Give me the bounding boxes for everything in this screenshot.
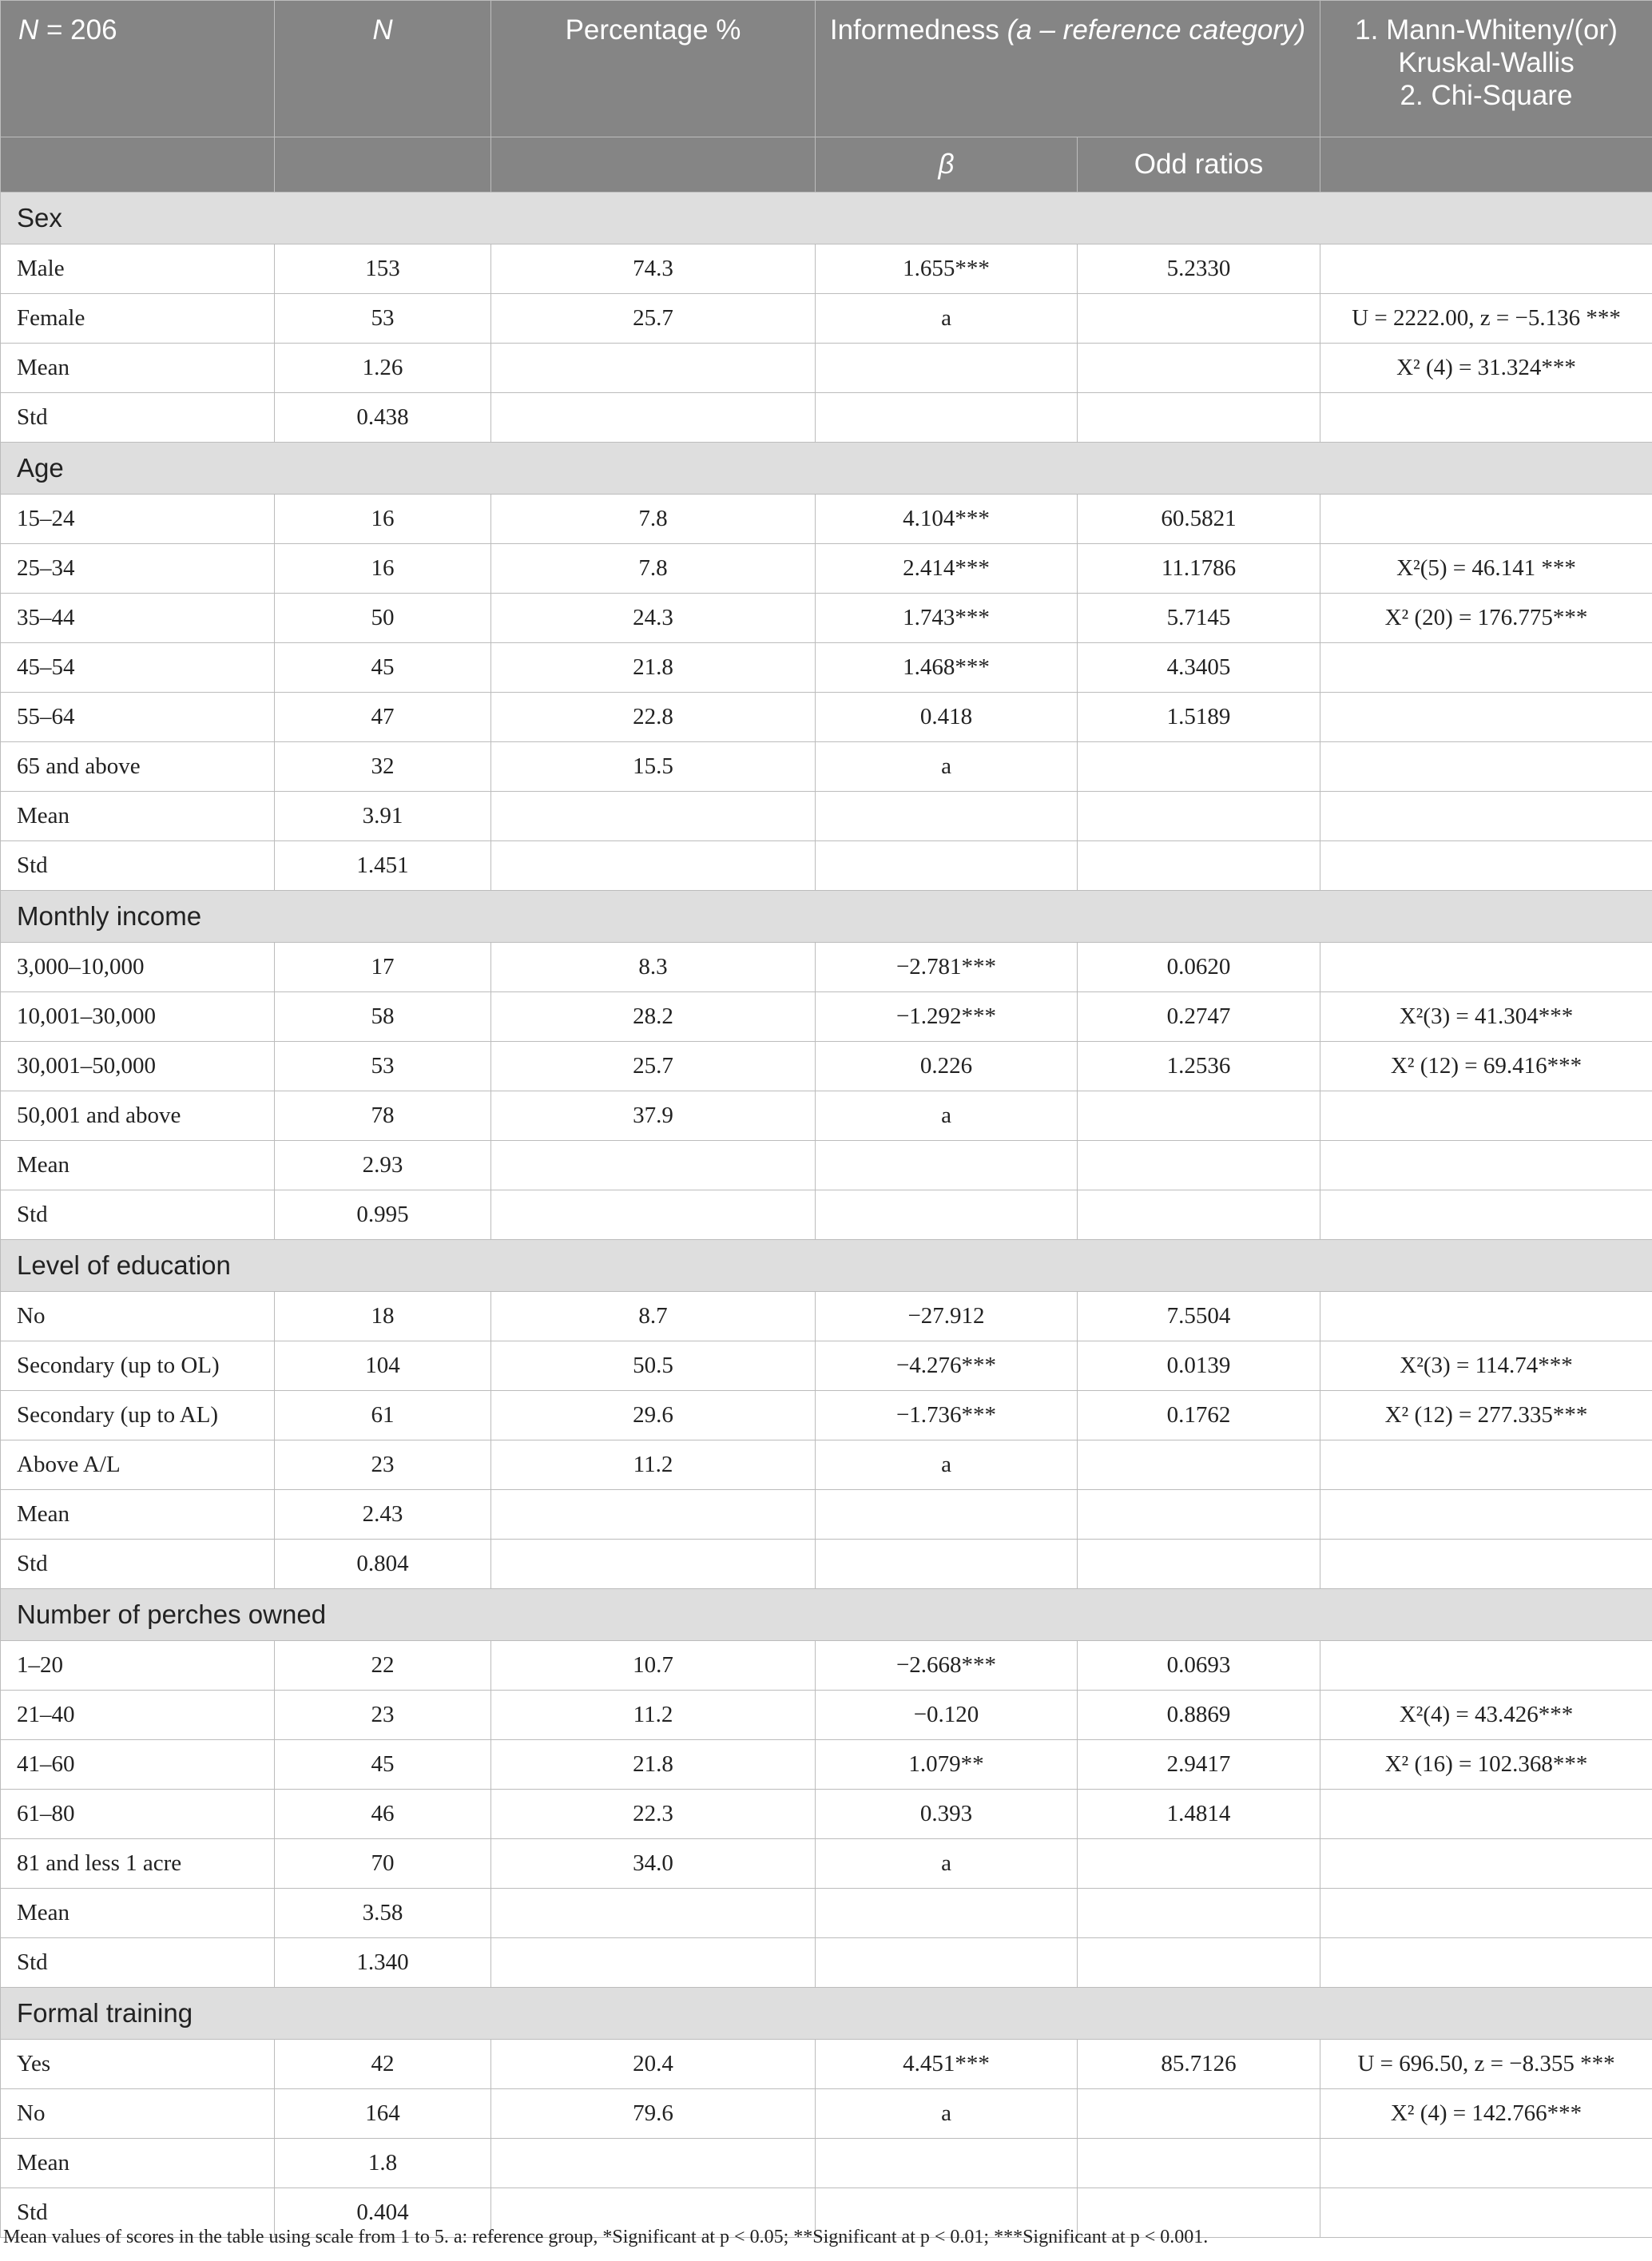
header-n: N (275, 1, 491, 137)
cell-percentage: 37.9 (491, 1091, 816, 1141)
row-label: 81 and less 1 acre (1, 1839, 275, 1889)
subheader-beta: β (816, 137, 1078, 193)
table-row (1, 2089, 1652, 2139)
cell-odds-ratio: 85.7126 (1078, 2040, 1320, 2089)
cell-n: 42 (275, 2040, 491, 2089)
table-row (1, 643, 1652, 693)
cell-n: 0.995 (275, 1190, 491, 1240)
cell-beta: 1.655*** (816, 244, 1078, 294)
cell-beta (816, 1190, 1078, 1240)
cell-test-statistic: X²(4) = 43.426*** (1320, 1691, 1652, 1740)
table-row (1, 344, 1652, 393)
table-row (1, 1091, 1652, 1141)
table-row (1, 294, 1652, 344)
cell-percentage: 8.3 (491, 943, 816, 992)
cell-percentage (491, 792, 816, 841)
cell-test-statistic (1320, 1839, 1652, 1889)
row-label: 3,000–10,000 (1, 943, 275, 992)
row-label: 10,001–30,000 (1, 992, 275, 1042)
cell-odds-ratio: 1.2536 (1078, 1042, 1320, 1091)
cell-percentage (491, 1540, 816, 1589)
table-footnote: Mean values of scores in the table using scale from 1 to 5. a: reference group, *Significant at p < 0.05; **Significant at p < 0.01; ***Significant at p < 0.001. (3, 2227, 1209, 2247)
table-row (1, 1889, 1652, 1938)
cell-test-statistic (1320, 2188, 1652, 2238)
table-row (1, 992, 1652, 1042)
row-label: Std (1, 841, 275, 891)
cell-percentage (491, 1889, 816, 1938)
cell-test-statistic: X² (4) = 142.766*** (1320, 2089, 1652, 2139)
section-header-row (1, 1589, 1652, 1641)
row-label: Mean (1, 792, 275, 841)
cell-odds-ratio: 1.4814 (1078, 1790, 1320, 1839)
cell-odds-ratio: 5.2330 (1078, 244, 1320, 294)
cell-test-statistic (1320, 495, 1652, 544)
cell-odds-ratio (1078, 841, 1320, 891)
row-label: 35–44 (1, 594, 275, 643)
cell-test-statistic (1320, 1790, 1652, 1839)
row-label: Mean (1, 1490, 275, 1540)
cell-odds-ratio (1078, 1490, 1320, 1540)
cell-test-statistic (1320, 1540, 1652, 1589)
cell-odds-ratio (1078, 1440, 1320, 1490)
cell-percentage (491, 1141, 816, 1190)
cell-test-statistic: X² (12) = 277.335*** (1320, 1391, 1652, 1440)
row-label: Std (1, 2188, 275, 2238)
row-label: Secondary (up to AL) (1, 1391, 275, 1440)
cell-odds-ratio: 0.2747 (1078, 992, 1320, 1042)
cell-n: 0.438 (275, 393, 491, 443)
cell-odds-ratio (1078, 742, 1320, 792)
cell-odds-ratio: 60.5821 (1078, 495, 1320, 544)
cell-n: 32 (275, 742, 491, 792)
header-tests: 1. Mann-Whiteny/(or) Kruskal-Wallis 2. Chi-Square (1320, 1, 1652, 137)
cell-n: 50 (275, 594, 491, 643)
row-label: 55–64 (1, 693, 275, 742)
table-body (1, 193, 1652, 2238)
cell-test-statistic (1320, 943, 1652, 992)
cell-odds-ratio: 0.0620 (1078, 943, 1320, 992)
section-title: Monthly income (1, 891, 1652, 943)
cell-n: 104 (275, 1341, 491, 1391)
cell-test-statistic (1320, 1889, 1652, 1938)
cell-odds-ratio (1078, 344, 1320, 393)
cell-percentage: 11.2 (491, 1440, 816, 1490)
cell-beta: a (816, 2089, 1078, 2139)
cell-percentage (491, 344, 816, 393)
row-label: 21–40 (1, 1691, 275, 1740)
cell-percentage (491, 1490, 816, 1540)
cell-beta: a (816, 294, 1078, 344)
cell-percentage: 22.3 (491, 1790, 816, 1839)
cell-odds-ratio (1078, 2139, 1320, 2188)
cell-odds-ratio: 0.1762 (1078, 1391, 1320, 1440)
cell-odds-ratio: 11.1786 (1078, 544, 1320, 594)
table-row (1, 1540, 1652, 1589)
cell-n: 23 (275, 1440, 491, 1490)
cell-percentage (491, 393, 816, 443)
cell-percentage: 15.5 (491, 742, 816, 792)
row-label: Male (1, 244, 275, 294)
cell-beta: −1.736*** (816, 1391, 1078, 1440)
cell-percentage: 29.6 (491, 1391, 816, 1440)
cell-test-statistic (1320, 792, 1652, 841)
cell-odds-ratio (1078, 1540, 1320, 1589)
cell-beta: 1.079** (816, 1740, 1078, 1790)
cell-percentage (491, 1938, 816, 1988)
cell-test-statistic: X² (20) = 176.775*** (1320, 594, 1652, 643)
cell-test-statistic: X²(5) = 46.141 *** (1320, 544, 1652, 594)
cell-beta: a (816, 1839, 1078, 1889)
cell-odds-ratio (1078, 1889, 1320, 1938)
cell-percentage (491, 841, 816, 891)
cell-test-statistic (1320, 393, 1652, 443)
row-label: Mean (1, 2139, 275, 2188)
cell-odds-ratio (1078, 1938, 1320, 1988)
cell-n: 78 (275, 1091, 491, 1141)
cell-odds-ratio (1078, 792, 1320, 841)
cell-beta (816, 841, 1078, 891)
cell-beta: 2.414*** (816, 544, 1078, 594)
row-label: 45–54 (1, 643, 275, 693)
subheader-row (1, 137, 1652, 193)
cell-percentage: 25.7 (491, 294, 816, 344)
subheader-empty (1320, 137, 1652, 193)
cell-n: 47 (275, 693, 491, 742)
cell-odds-ratio (1078, 1190, 1320, 1240)
table-row (1, 2139, 1652, 2188)
cell-n: 164 (275, 2089, 491, 2139)
cell-beta: 4.104*** (816, 495, 1078, 544)
cell-beta: 0.393 (816, 1790, 1078, 1839)
cell-n: 3.58 (275, 1889, 491, 1938)
cell-test-statistic (1320, 742, 1652, 792)
table-row (1, 792, 1652, 841)
cell-test-statistic: U = 2222.00, z = −5.136 *** (1320, 294, 1652, 344)
cell-percentage: 7.8 (491, 495, 816, 544)
cell-test-statistic: U = 696.50, z = −8.355 *** (1320, 2040, 1652, 2089)
cell-test-statistic (1320, 693, 1652, 742)
table-header (1, 1, 1652, 193)
cell-n: 23 (275, 1691, 491, 1740)
row-label: Secondary (up to OL) (1, 1341, 275, 1391)
cell-n: 0.404 (275, 2188, 491, 2238)
cell-percentage: 8.7 (491, 1292, 816, 1341)
row-label: Mean (1, 344, 275, 393)
subheader-odds-ratios: Odd ratios (1078, 137, 1320, 193)
table-row (1, 943, 1652, 992)
cell-n: 53 (275, 294, 491, 344)
table-row (1, 1391, 1652, 1440)
cell-odds-ratio (1078, 294, 1320, 344)
header-percentage: Percentage % (491, 1, 816, 137)
cell-test-statistic: X² (16) = 102.368*** (1320, 1740, 1652, 1790)
cell-test-statistic (1320, 1490, 1652, 1540)
row-label: Yes (1, 2040, 275, 2089)
cell-test-statistic (1320, 1440, 1652, 1490)
row-label: 50,001 and above (1, 1091, 275, 1141)
cell-n: 53 (275, 1042, 491, 1091)
table-row (1, 1341, 1652, 1391)
cell-percentage: 34.0 (491, 1839, 816, 1889)
section-title: Formal training (1, 1988, 1652, 2040)
cell-odds-ratio (1078, 1141, 1320, 1190)
cell-test-statistic (1320, 1141, 1652, 1190)
subheader-empty (275, 137, 491, 193)
subheader-empty (1, 137, 275, 193)
cell-beta: 0.418 (816, 693, 1078, 742)
row-label: 61–80 (1, 1790, 275, 1839)
cell-odds-ratio: 5.7145 (1078, 594, 1320, 643)
table-row (1, 244, 1652, 294)
cell-n: 58 (275, 992, 491, 1042)
table-row (1, 841, 1652, 891)
cell-beta (816, 1540, 1078, 1589)
cell-n: 1.451 (275, 841, 491, 891)
table-row (1, 1190, 1652, 1240)
cell-percentage: 7.8 (491, 544, 816, 594)
cell-test-statistic (1320, 1190, 1652, 1240)
cell-percentage: 21.8 (491, 1740, 816, 1790)
cell-percentage: 50.5 (491, 1341, 816, 1391)
section-header-row (1, 193, 1652, 244)
table-row (1, 1839, 1652, 1889)
cell-beta: 4.451*** (816, 2040, 1078, 2089)
cell-beta: −4.276*** (816, 1341, 1078, 1391)
cell-beta (816, 2139, 1078, 2188)
cell-percentage (491, 2139, 816, 2188)
cell-n: 2.93 (275, 1141, 491, 1190)
cell-percentage: 74.3 (491, 244, 816, 294)
cell-odds-ratio: 0.0139 (1078, 1341, 1320, 1391)
cell-beta (816, 1141, 1078, 1190)
row-label: 25–34 (1, 544, 275, 594)
row-label: No (1, 2089, 275, 2139)
cell-beta (816, 1490, 1078, 1540)
table-row (1, 495, 1652, 544)
cell-beta: −27.912 (816, 1292, 1078, 1341)
cell-beta: 1.468*** (816, 643, 1078, 693)
table-row (1, 1641, 1652, 1691)
cell-test-statistic (1320, 244, 1652, 294)
table-row (1, 1691, 1652, 1740)
table-row (1, 1790, 1652, 1839)
cell-test-statistic (1320, 1091, 1652, 1141)
cell-beta: a (816, 1440, 1078, 1490)
cell-percentage: 28.2 (491, 992, 816, 1042)
cell-n: 0.804 (275, 1540, 491, 1589)
cell-test-statistic (1320, 2139, 1652, 2188)
cell-percentage: 25.7 (491, 1042, 816, 1091)
cell-test-statistic: X² (12) = 69.416*** (1320, 1042, 1652, 1091)
table-row (1, 594, 1652, 643)
cell-odds-ratio: 1.5189 (1078, 693, 1320, 742)
table-row (1, 544, 1652, 594)
section-header-row (1, 1240, 1652, 1292)
cell-odds-ratio: 4.3405 (1078, 643, 1320, 693)
row-label: 1–20 (1, 1641, 275, 1691)
cell-n: 1.26 (275, 344, 491, 393)
cell-n: 45 (275, 643, 491, 693)
table-row (1, 693, 1652, 742)
cell-percentage: 11.2 (491, 1691, 816, 1740)
header-sample-size: N = 206 (1, 1, 275, 137)
cell-n: 153 (275, 244, 491, 294)
cell-beta: −1.292*** (816, 992, 1078, 1042)
row-label: Mean (1, 1889, 275, 1938)
table-row (1, 1141, 1652, 1190)
table-row (1, 1292, 1652, 1341)
cell-percentage: 10.7 (491, 1641, 816, 1691)
cell-test-statistic (1320, 1938, 1652, 1988)
cell-beta: a (816, 742, 1078, 792)
cell-n: 18 (275, 1292, 491, 1341)
cell-odds-ratio: 0.0693 (1078, 1641, 1320, 1691)
cell-n: 16 (275, 495, 491, 544)
cell-beta: −2.668*** (816, 1641, 1078, 1691)
cell-n: 1.8 (275, 2139, 491, 2188)
cell-beta: a (816, 1091, 1078, 1141)
table-row (1, 1490, 1652, 1540)
cell-beta (816, 1938, 1078, 1988)
row-label: 65 and above (1, 742, 275, 792)
row-label: Female (1, 294, 275, 344)
table-row (1, 2040, 1652, 2089)
section-header-row (1, 443, 1652, 495)
section-header-row (1, 1988, 1652, 2040)
cell-odds-ratio: 7.5504 (1078, 1292, 1320, 1341)
header-informedness: Informedness (a – reference category) (816, 1, 1320, 137)
cell-test-statistic: X²(3) = 114.74*** (1320, 1341, 1652, 1391)
cell-n: 70 (275, 1839, 491, 1889)
row-label: 30,001–50,000 (1, 1042, 275, 1091)
cell-test-statistic (1320, 1641, 1652, 1691)
cell-n: 16 (275, 544, 491, 594)
cell-beta: −0.120 (816, 1691, 1078, 1740)
row-label: Std (1, 1540, 275, 1589)
cell-beta (816, 344, 1078, 393)
row-label: Std (1, 393, 275, 443)
table-row (1, 1938, 1652, 1988)
section-title: Level of education (1, 1240, 1652, 1292)
cell-percentage (491, 1190, 816, 1240)
cell-percentage: 21.8 (491, 643, 816, 693)
cell-beta: −2.781*** (816, 943, 1078, 992)
section-header-row (1, 891, 1652, 943)
cell-n: 1.340 (275, 1938, 491, 1988)
cell-test-statistic (1320, 643, 1652, 693)
cell-percentage: 79.6 (491, 2089, 816, 2139)
row-label: 15–24 (1, 495, 275, 544)
cell-beta: 1.743*** (816, 594, 1078, 643)
cell-percentage: 22.8 (491, 693, 816, 742)
table-row (1, 1042, 1652, 1091)
cell-beta (816, 1889, 1078, 1938)
cell-n: 22 (275, 1641, 491, 1691)
table-row (1, 1440, 1652, 1490)
row-label: 41–60 (1, 1740, 275, 1790)
row-label: Std (1, 1190, 275, 1240)
cell-test-statistic (1320, 1292, 1652, 1341)
table-row (1, 742, 1652, 792)
cell-n: 17 (275, 943, 491, 992)
row-label: Above A/L (1, 1440, 275, 1490)
cell-percentage: 20.4 (491, 2040, 816, 2089)
cell-odds-ratio (1078, 1839, 1320, 1889)
row-label: Mean (1, 1141, 275, 1190)
cell-test-statistic (1320, 841, 1652, 891)
header-row (1, 1, 1652, 137)
cell-n: 3.91 (275, 792, 491, 841)
cell-beta (816, 393, 1078, 443)
cell-beta: 0.226 (816, 1042, 1078, 1091)
cell-percentage: 24.3 (491, 594, 816, 643)
cell-n: 46 (275, 1790, 491, 1839)
cell-odds-ratio (1078, 1091, 1320, 1141)
cell-test-statistic: X²(3) = 41.304*** (1320, 992, 1652, 1042)
cell-odds-ratio: 0.8869 (1078, 1691, 1320, 1740)
subheader-empty (491, 137, 816, 193)
cell-odds-ratio: 2.9417 (1078, 1740, 1320, 1790)
cell-test-statistic: X² (4) = 31.324*** (1320, 344, 1652, 393)
table-row (1, 1740, 1652, 1790)
section-title: Sex (1, 193, 1652, 244)
cell-beta (816, 792, 1078, 841)
cell-odds-ratio (1078, 2089, 1320, 2139)
section-title: Age (1, 443, 1652, 495)
cell-n: 61 (275, 1391, 491, 1440)
row-label: Std (1, 1938, 275, 1988)
cell-odds-ratio (1078, 393, 1320, 443)
row-label: No (1, 1292, 275, 1341)
table-row (1, 393, 1652, 443)
cell-n: 45 (275, 1740, 491, 1790)
cell-n: 2.43 (275, 1490, 491, 1540)
section-title: Number of perches owned (1, 1589, 1652, 1641)
